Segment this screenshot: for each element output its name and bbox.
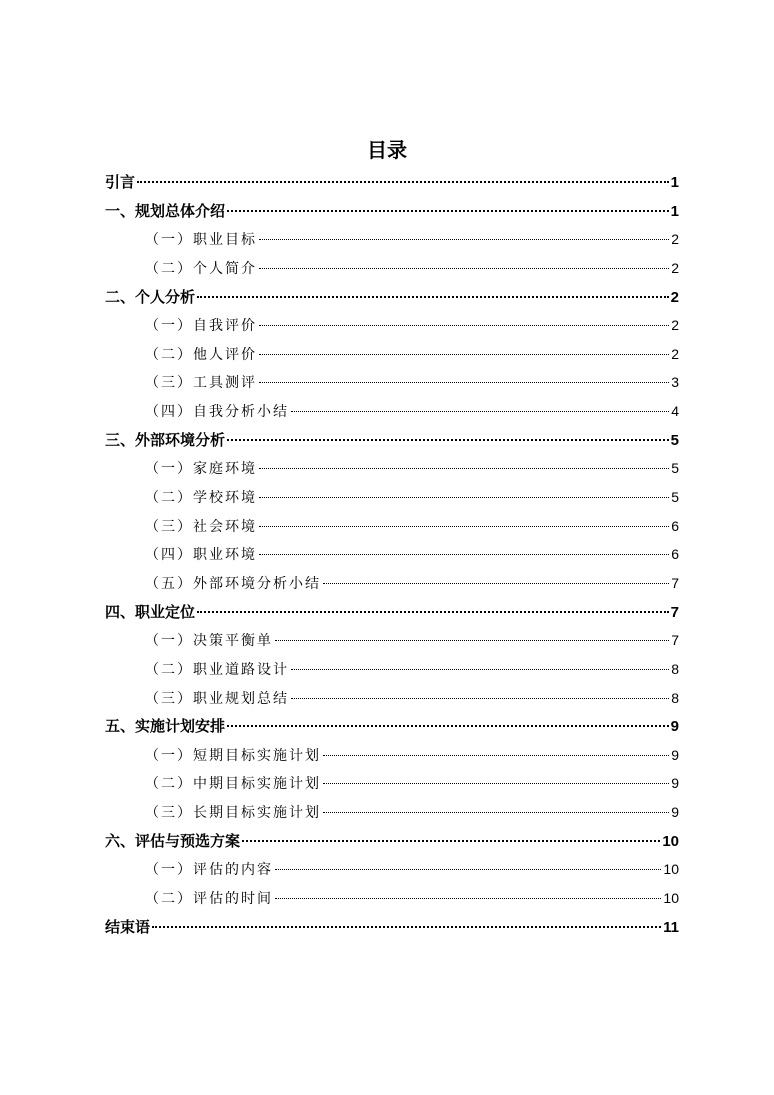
toc-entry-label: （三）长期目标实施计划 xyxy=(145,805,321,822)
toc-dot-leader xyxy=(291,411,669,412)
toc-dot-leader xyxy=(291,698,669,699)
toc-entry-label: （四）自我分析小结 xyxy=(145,404,289,421)
toc-page-number: 11 xyxy=(663,918,679,936)
toc-dot-leader xyxy=(259,382,669,383)
toc-section-entry[interactable] xyxy=(105,483,679,512)
toc-page-number: 7 xyxy=(670,603,679,621)
toc-section-entry[interactable] xyxy=(105,855,679,884)
toc-dot-leader xyxy=(323,583,669,584)
toc-entry-label: （二）学校环境 xyxy=(145,490,257,507)
toc-section-entry[interactable] xyxy=(105,626,679,655)
toc-dot-leader xyxy=(275,640,669,641)
toc-entry-label: （一）短期目标实施计划 xyxy=(145,747,321,764)
toc-page-number: 5 xyxy=(671,489,679,506)
toc-page-number: 1 xyxy=(670,174,679,191)
toc-page-number: 7 xyxy=(671,574,679,591)
toc-dot-leader xyxy=(259,268,669,269)
toc-dot-leader xyxy=(259,468,669,469)
toc-entry-label: 五、实施计划安排 xyxy=(105,717,226,736)
toc-dot-leader xyxy=(259,325,669,326)
toc-chapter-entry[interactable] xyxy=(105,598,679,627)
toc-page-number: 2 xyxy=(671,345,679,362)
toc-entry-label: 一、规划总体介绍 xyxy=(105,201,226,220)
toc-page-number: 8 xyxy=(671,660,679,677)
toc-chapter-entry[interactable] xyxy=(105,168,679,197)
toc-page-number: 9 xyxy=(671,746,679,763)
toc-dot-leader xyxy=(227,210,669,212)
toc-page-number: 2 xyxy=(671,259,679,276)
table-of-contents xyxy=(105,168,679,941)
toc-entry-label: （五）外部环境分析小结 xyxy=(145,575,321,592)
toc-dot-leader xyxy=(259,239,669,240)
toc-chapter-entry[interactable] xyxy=(105,827,679,856)
toc-entry-label: （四）职业环境 xyxy=(145,547,257,564)
toc-entry-label: （二）他人评价 xyxy=(145,346,257,363)
toc-section-entry[interactable] xyxy=(105,340,679,369)
toc-dot-leader xyxy=(275,869,661,870)
toc-page-number: 10 xyxy=(662,832,679,850)
toc-section-entry[interactable] xyxy=(105,512,679,541)
toc-page-number: 10 xyxy=(663,890,679,907)
toc-page-number: 1 xyxy=(670,202,679,220)
toc-dot-leader xyxy=(242,840,660,842)
toc-entry-label: （二）个人简介 xyxy=(145,260,257,277)
toc-entry-label: （一）决策平衡单 xyxy=(145,633,273,650)
toc-section-entry[interactable] xyxy=(105,655,679,684)
toc-entry-label: （一）职业目标 xyxy=(145,232,257,249)
toc-entry-label: （二）职业道路设计 xyxy=(145,661,289,678)
toc-section-entry[interactable] xyxy=(105,569,679,598)
toc-page-number: 2 xyxy=(671,231,679,248)
toc-entry-label: 三、外部环境分析 xyxy=(105,430,226,449)
toc-page-number: 2 xyxy=(670,288,679,306)
toc-chapter-entry[interactable] xyxy=(105,197,679,226)
toc-section-entry[interactable] xyxy=(105,311,679,340)
toc-section-entry[interactable] xyxy=(105,254,679,283)
toc-page-number: 3 xyxy=(671,374,679,391)
toc-page-number: 6 xyxy=(671,546,679,563)
toc-page-number: 9 xyxy=(671,775,679,792)
toc-chapter-entry[interactable] xyxy=(105,712,679,741)
toc-dot-leader xyxy=(259,497,669,498)
toc-dot-leader xyxy=(152,926,661,928)
toc-page-number: 9 xyxy=(670,718,679,736)
toc-section-entry[interactable] xyxy=(105,769,679,798)
toc-dot-leader xyxy=(275,898,661,899)
toc-dot-leader xyxy=(227,725,669,727)
toc-entry-label: （二）中期目标实施计划 xyxy=(145,776,321,793)
toc-dot-leader xyxy=(259,526,669,527)
toc-page-number: 6 xyxy=(671,517,679,534)
toc-dot-leader xyxy=(323,812,669,813)
toc-entry-label: （三）职业规划总结 xyxy=(145,690,289,707)
toc-page-number: 2 xyxy=(671,317,679,334)
toc-page-number: 5 xyxy=(671,460,679,477)
toc-entry-label: （二）评估的时间 xyxy=(145,891,273,908)
toc-dot-leader xyxy=(323,755,669,756)
toc-dot-leader xyxy=(323,783,669,784)
toc-entry-label: （一）自我评价 xyxy=(145,318,257,335)
toc-page-number: 5 xyxy=(670,431,679,449)
toc-section-entry[interactable] xyxy=(105,225,679,254)
toc-section-entry[interactable] xyxy=(105,397,679,426)
toc-entry-label: （一）评估的内容 xyxy=(145,862,273,879)
toc-page-number: 9 xyxy=(671,804,679,821)
toc-entry-label: 二、个人分析 xyxy=(105,287,196,306)
toc-section-entry[interactable] xyxy=(105,454,679,483)
toc-dot-leader xyxy=(197,296,669,298)
toc-chapter-entry[interactable] xyxy=(105,426,679,455)
toc-dot-leader xyxy=(227,439,669,441)
toc-section-entry[interactable] xyxy=(105,540,679,569)
toc-section-entry[interactable] xyxy=(105,741,679,770)
toc-entry-label: 四、职业定位 xyxy=(105,602,196,621)
toc-section-entry[interactable] xyxy=(105,684,679,713)
toc-dot-leader xyxy=(291,669,669,670)
toc-page-number: 7 xyxy=(671,632,679,649)
toc-section-entry[interactable] xyxy=(105,368,679,397)
toc-chapter-entry[interactable] xyxy=(105,283,679,312)
toc-dot-leader xyxy=(259,354,669,355)
toc-entry-label: （一）家庭环境 xyxy=(145,461,257,478)
toc-entry-label: （三）工具测评 xyxy=(145,375,257,392)
toc-entry-label: 六、评估与预选方案 xyxy=(105,831,241,850)
toc-dot-leader xyxy=(197,611,669,613)
toc-section-entry[interactable] xyxy=(105,798,679,827)
toc-entry-label: （三）社会环境 xyxy=(145,518,257,535)
toc-entry-label: 结束语 xyxy=(105,917,151,936)
toc-section-entry[interactable] xyxy=(105,884,679,913)
toc-page-number: 10 xyxy=(663,861,679,878)
toc-dot-leader xyxy=(137,181,669,183)
toc-chapter-entry[interactable] xyxy=(105,913,679,942)
toc-dot-leader xyxy=(259,554,669,555)
toc-page-number: 4 xyxy=(671,403,679,420)
toc-page-number: 8 xyxy=(671,689,679,706)
toc-entry-label: 引言 xyxy=(105,173,136,191)
page-title: 目录 xyxy=(367,138,407,162)
